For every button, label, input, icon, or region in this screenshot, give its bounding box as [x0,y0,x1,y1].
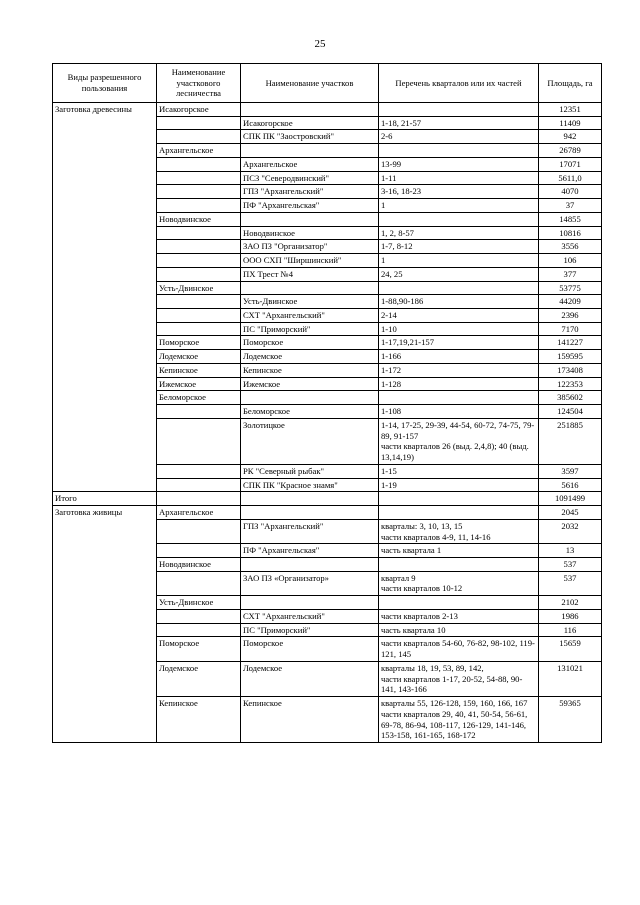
cell-area: 14855 [539,212,602,226]
cell-plot: ПХ Трест №4 [241,267,379,281]
cell-forestry: Новодвинское [157,557,241,571]
cell-area: 159595 [539,350,602,364]
cell-forestry: Лодемское [157,661,241,696]
cell-plot: РК "Северный рыбак" [241,464,379,478]
cell-quarters: 13-99 [379,157,539,171]
cell-forestry [157,254,241,268]
cell-forestry: Беломорское [157,391,241,405]
cell-quarters: квартал 9 части кварталов 10-12 [379,571,539,595]
cell-quarters: 1-15 [379,464,539,478]
cell-forestry: Поморское [157,637,241,661]
cell-area: 1986 [539,609,602,623]
cell-plot [241,103,379,117]
cell-quarters: 24, 25 [379,267,539,281]
cell-area: 4070 [539,185,602,199]
cell-area: 11409 [539,116,602,130]
cell-plot: ПС "Приморский" [241,623,379,637]
header-quarters: Перечень кварталов или их частей [379,64,539,103]
cell-plot: Лодемское [241,661,379,696]
cell-plot [241,506,379,520]
cell-plot [241,557,379,571]
cell-forestry [157,309,241,323]
cell-usage-type: Заготовка древесины [53,103,157,492]
cell-plot: ЗАО ПЗ "Организатор" [241,240,379,254]
cell-forestry [157,418,241,464]
cell-plot: СХТ "Архангельский" [241,609,379,623]
table-row [53,103,602,117]
cell-forestry [157,519,241,543]
header-plots: Наименование участков [241,64,379,103]
cell-plot: Кепинское [241,697,379,743]
cell-area: 26789 [539,144,602,158]
cell-plot: ПС "Приморский" [241,322,379,336]
cell-forestry [157,571,241,595]
cell-area: 385602 [539,391,602,405]
cell-forestry [157,199,241,213]
cell-quarters: 1-172 [379,363,539,377]
cell-area: 1091499 [539,492,602,506]
cell-forestry: Ижемское [157,377,241,391]
cell-forestry: Усть-Двинское [157,596,241,610]
header-area: Площадь, га [539,64,602,103]
cell-area: 12351 [539,103,602,117]
table-row [53,492,602,506]
cell-forestry [157,609,241,623]
cell-quarters: кварталы 18, 19, 53, 89, 142, части кварталов 1-17, 20-52, 54-88, 90-141, 143-166 [379,661,539,696]
cell-plot: Золотицкое [241,418,379,464]
cell-plot: Усть-Двинское [241,295,379,309]
cell-plot: СПК ПК "Заостровский" [241,130,379,144]
cell-area: 173408 [539,363,602,377]
cell-quarters: 3-16, 18-23 [379,185,539,199]
cell-area: 17071 [539,157,602,171]
cell-quarters [379,103,539,117]
cell-usage-type: Заготовка живицы [53,506,157,743]
cell-quarters: 1-11 [379,171,539,185]
cell-plot [241,596,379,610]
cell-plot: Ижемское [241,377,379,391]
cell-forestry: Усть-Двинское [157,281,241,295]
cell-area: 942 [539,130,602,144]
table-header-row [53,64,602,103]
cell-forestry [157,295,241,309]
cell-forestry: Архангельское [157,506,241,520]
cell-quarters: 1-14, 17-25, 29-39, 44-54, 60-72, 74-75, 79-89, 91-157 части кварталов 26 (выд. 2,4,8); 40 (выд. 13,14,19) [379,418,539,464]
cell-forestry [157,492,241,506]
cell-quarters [379,506,539,520]
cell-plot: Поморское [241,637,379,661]
cell-forestry: Исакогорское [157,103,241,117]
cell-plot: Беломорское [241,405,379,419]
cell-area: 106 [539,254,602,268]
page-number: 25 [314,38,326,50]
cell-area: 251885 [539,418,602,464]
cell-usage-type: Итого [53,492,157,506]
cell-plot [241,281,379,295]
cell-plot [241,212,379,226]
cell-plot: ПСЗ "Северодвинский" [241,171,379,185]
cell-quarters [379,281,539,295]
cell-quarters: 2-14 [379,309,539,323]
cell-forestry: Архангельское [157,144,241,158]
cell-area: 10816 [539,226,602,240]
cell-quarters: 1-166 [379,350,539,364]
cell-quarters [379,492,539,506]
cell-plot: ГПЗ "Архангельский" [241,185,379,199]
cell-forestry [157,171,241,185]
cell-area: 53775 [539,281,602,295]
cell-quarters: 1-7, 8-12 [379,240,539,254]
cell-area: 37 [539,199,602,213]
cell-plot [241,144,379,158]
cell-quarters: 1 [379,254,539,268]
cell-plot: СПК ПК "Красное знамя" [241,478,379,492]
cell-quarters: 1-88,90-186 [379,295,539,309]
cell-forestry [157,116,241,130]
cell-plot: Поморское [241,336,379,350]
table-row [53,506,602,520]
cell-plot: СХТ "Архангельский" [241,309,379,323]
header-usage-type: Виды разрешенного пользования [53,64,157,103]
cell-plot [241,492,379,506]
cell-forestry [157,157,241,171]
cell-plot: Лодемское [241,350,379,364]
cell-area: 377 [539,267,602,281]
cell-quarters [379,596,539,610]
cell-forestry: Поморское [157,336,241,350]
cell-area: 2032 [539,519,602,543]
cell-forestry [157,464,241,478]
cell-forestry [157,405,241,419]
cell-quarters: часть квартала 1 [379,544,539,558]
cell-quarters: кварталы: 3, 10, 13, 15 части кварталов 4-9, 11, 14-16 [379,519,539,543]
cell-area: 131021 [539,661,602,696]
cell-forestry [157,267,241,281]
cell-forestry [157,130,241,144]
cell-quarters: 1-17,19,21-157 [379,336,539,350]
cell-forestry [157,544,241,558]
cell-quarters: 1 [379,199,539,213]
cell-area: 2396 [539,309,602,323]
cell-area: 537 [539,557,602,571]
cell-forestry: Кепинское [157,697,241,743]
cell-plot: Архангельское [241,157,379,171]
cell-plot: ЗАО ПЗ «Организатор» [241,571,379,595]
cell-area: 2102 [539,596,602,610]
cell-forestry: Лодемское [157,350,241,364]
plots-table [52,63,602,743]
cell-forestry: Новодвинское [157,212,241,226]
cell-forestry: Кепинское [157,363,241,377]
cell-area: 3556 [539,240,602,254]
cell-quarters [379,391,539,405]
cell-area: 59365 [539,697,602,743]
cell-area: 44209 [539,295,602,309]
cell-forestry [157,240,241,254]
cell-quarters [379,212,539,226]
cell-area: 2045 [539,506,602,520]
cell-quarters: 1-128 [379,377,539,391]
cell-quarters: 2-6 [379,130,539,144]
cell-area: 3597 [539,464,602,478]
cell-area: 124504 [539,405,602,419]
cell-plot: ГПЗ "Архангельский" [241,519,379,543]
table-body [53,103,602,743]
cell-area: 13 [539,544,602,558]
cell-plot: Новодвинское [241,226,379,240]
cell-plot [241,391,379,405]
cell-area: 537 [539,571,602,595]
cell-area: 122353 [539,377,602,391]
cell-forestry [157,322,241,336]
cell-quarters: 1-10 [379,322,539,336]
cell-area: 7170 [539,322,602,336]
cell-plot: ПФ "Архангельская" [241,544,379,558]
cell-area: 5611,0 [539,171,602,185]
cell-plot: Исакогорское [241,116,379,130]
cell-area: 5616 [539,478,602,492]
cell-forestry [157,478,241,492]
cell-area: 141227 [539,336,602,350]
cell-quarters: часть квартала 10 [379,623,539,637]
cell-quarters: 1-18, 21-57 [379,116,539,130]
cell-quarters: части кварталов 54-60, 76-82, 98-102, 119-121, 145 [379,637,539,661]
cell-forestry [157,185,241,199]
cell-plot: Кепинское [241,363,379,377]
cell-quarters: кварталы 55, 126-128, 159, 160, 166, 167 части кварталов 29, 40, 41, 50-54, 56-61, 69-78, 86-94, 108-117, 126-129, 141-146, 153-158, 161-165, 168-172 [379,697,539,743]
cell-plot: ПФ "Архангельская" [241,199,379,213]
cell-area: 116 [539,623,602,637]
cell-quarters [379,144,539,158]
cell-quarters: 1-19 [379,478,539,492]
cell-forestry [157,623,241,637]
cell-quarters: 1, 2, 8-57 [379,226,539,240]
cell-plot: ООО СХП "Ширшинский" [241,254,379,268]
cell-area: 15659 [539,637,602,661]
cell-quarters [379,557,539,571]
cell-forestry [157,226,241,240]
cell-quarters: части кварталов 2-13 [379,609,539,623]
header-forestry: Наименование участкового лесничества [157,64,241,103]
cell-quarters: 1-108 [379,405,539,419]
